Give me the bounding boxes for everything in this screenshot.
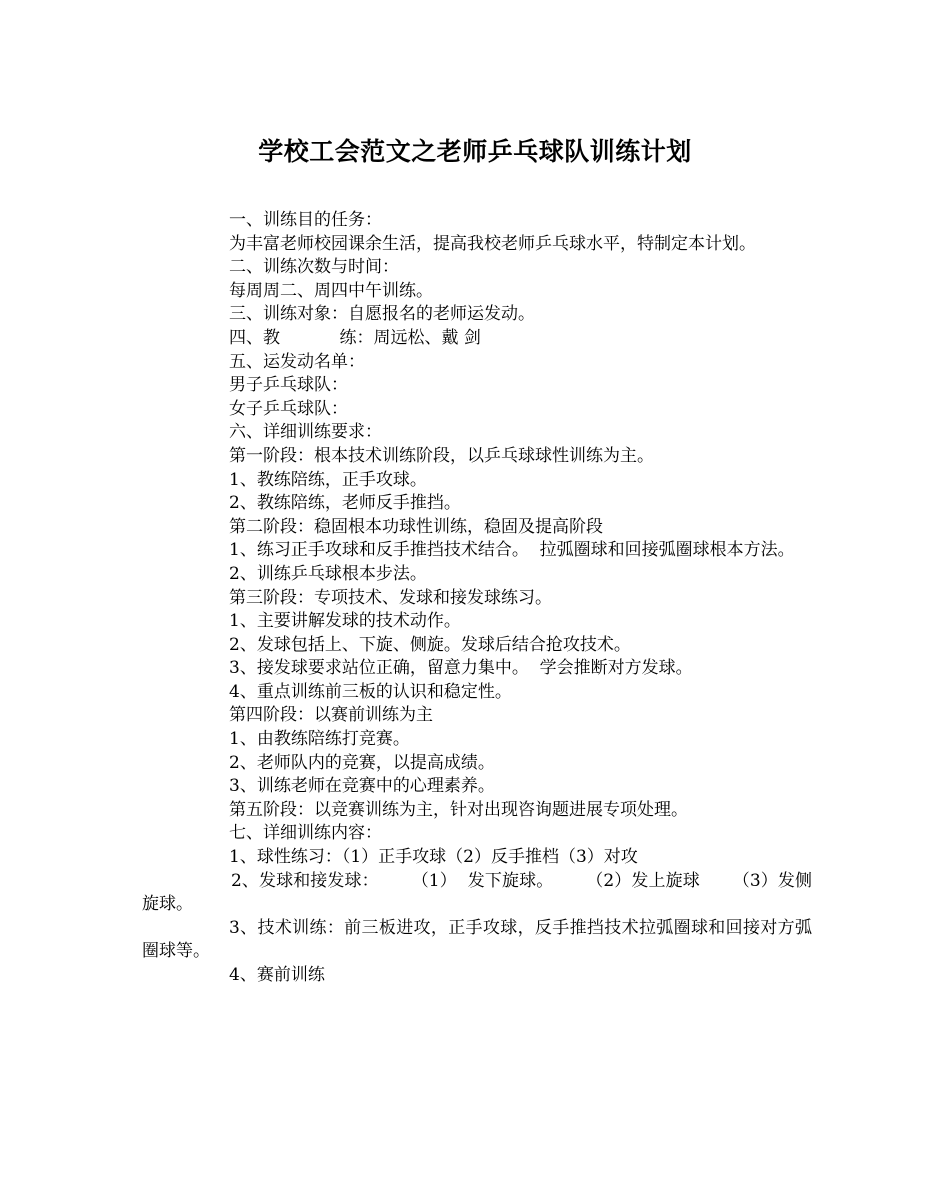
paragraph: 四、教 练：周远松、戴 剑 bbox=[229, 327, 481, 348]
paragraph: 三、训练对象：自愿报名的老师运发动。 bbox=[229, 304, 535, 325]
paragraph: 3、技术训练：前三板进攻，正手攻球，反手推挡技术拉弧圈球和回接对方弧圈球等。 bbox=[142, 917, 812, 962]
paragraph: 第四阶段：以赛前训练为主 bbox=[229, 705, 433, 726]
paragraph: 每周周二、周四中午训练。 bbox=[229, 280, 433, 301]
paragraph: 第三阶段：专项技术、发球和接发球练习。 bbox=[229, 587, 552, 608]
paragraph: 二、训练次数与时间： bbox=[229, 257, 399, 278]
paragraph: 五、运发动名单： bbox=[229, 351, 365, 372]
paragraph: 1、教练陪练，正手攻球。 bbox=[229, 469, 427, 490]
paragraph: 1、由教练陪练打竞赛。 bbox=[229, 729, 410, 750]
paragraph: 1、主要讲解发球的技术动作。 bbox=[229, 611, 461, 632]
paragraph: 4、重点训练前三板的认识和稳定性。 bbox=[229, 681, 512, 702]
paragraph: 2、发球和接发球： （1） 发下旋球。 （2）发上旋球 （3）发侧旋球。 bbox=[142, 870, 812, 915]
paragraph: 3、训练老师在竞赛中的心理素养。 bbox=[229, 776, 495, 797]
paragraph: 2、训练乒乓球根本步法。 bbox=[229, 563, 427, 584]
paragraph: 1、球性练习：（1）正手攻球（2）反手推档（3）对攻 bbox=[229, 847, 638, 868]
paragraph: 一、训练目的任务： bbox=[229, 210, 382, 230]
paragraph: 为丰富老师校园课余生活，提高我校老师乒乓球水平，特制定本计划。 bbox=[229, 233, 756, 254]
document-title: 学校工会范文之老师乒乓球队训练计划 bbox=[258, 137, 692, 166]
paragraph: 女子乒乓球队： bbox=[229, 398, 348, 419]
paragraph: 七、详细训练内容： bbox=[229, 823, 382, 844]
paragraph: 男子乒乓球队： bbox=[229, 375, 348, 396]
paragraph: 2、老师队内的竞赛，以提高成绩。 bbox=[229, 752, 495, 773]
paragraph: 第五阶段：以竞赛训练为主，针对出现咨询题进展专项处理。 bbox=[229, 799, 688, 820]
paragraph: 4、赛前训练 bbox=[229, 965, 325, 985]
paragraph: 1、练习正手攻球和反手推挡技术结合。 拉弧圈球和回接弧圈球根本方法。 bbox=[229, 540, 795, 561]
document-body bbox=[142, 209, 812, 988]
paragraph: 六、详细训练要求： bbox=[229, 422, 382, 443]
paragraph: 第一阶段：根本技术训练阶段，以乒乓球球性训练为主。 bbox=[229, 445, 654, 466]
paragraph: 2、发球包括上、下旋、侧旋。发球后结合抢攻技术。 bbox=[229, 634, 631, 655]
paragraph: 3、接发球要求站位正确，留意力集中。 学会推断对方发球。 bbox=[229, 658, 693, 679]
paragraph: 第二阶段：稳固根本功球性训练，稳固及提高阶段 bbox=[229, 516, 603, 537]
paragraph: 2、教练陪练，老师反手推挡。 bbox=[229, 493, 461, 514]
